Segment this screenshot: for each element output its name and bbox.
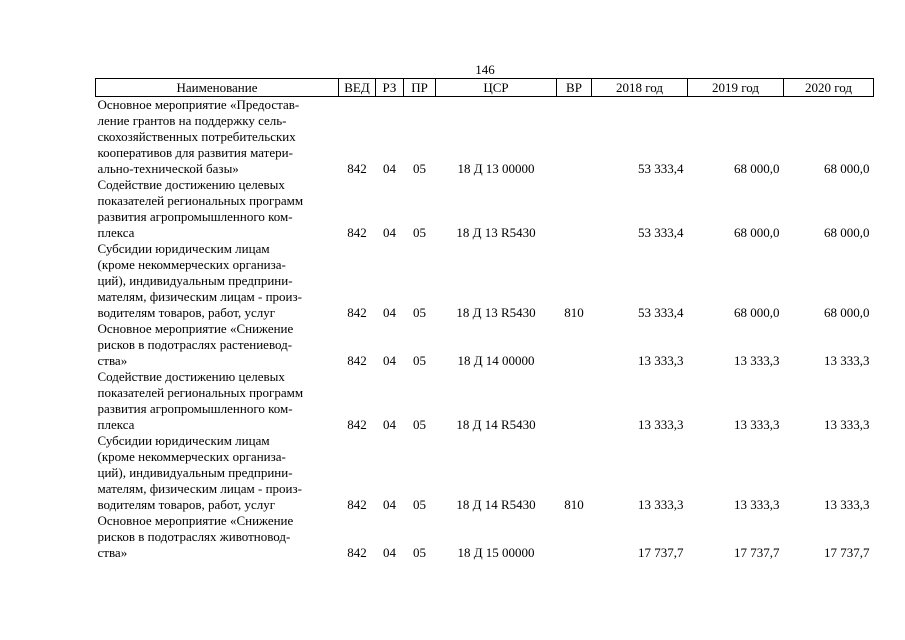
cell-y2019: 13 333,3 [734, 353, 780, 368]
cell-csr: 18 Д 14 R5430 [456, 417, 536, 432]
cell-y2018: 13 333,3 [638, 353, 684, 368]
cell-y2018: 53 333,4 [638, 225, 684, 240]
row-name-line: рисков в подотраслях животновод- [97, 529, 291, 544]
table-body [96, 97, 874, 562]
row-name-line: ства» [97, 545, 128, 560]
cell-pr: 05 [413, 225, 426, 240]
table-row [96, 97, 874, 178]
row-name-line: Содействие достижению целевых [97, 177, 285, 192]
cell-y2019: 68 000,0 [734, 225, 780, 240]
cell-rz: 04 [383, 545, 396, 560]
cell-y2018: 13 333,3 [638, 417, 684, 432]
cell-vr [557, 321, 592, 369]
cell-ved: 842 [347, 353, 367, 368]
col-header-rz: РЗ [376, 79, 404, 97]
cell-pr: 05 [413, 353, 426, 368]
cell-csr: 18 Д 14 R5430 [456, 497, 536, 512]
col-header-csr: ЦСР [436, 79, 557, 97]
row-name [96, 321, 339, 369]
table-row [96, 241, 874, 321]
table-row [96, 321, 874, 369]
cell-y2019: 13 333,3 [734, 417, 780, 432]
cell-rz: 04 [383, 353, 396, 368]
cell-csr: 18 Д 13 R5430 [456, 225, 536, 240]
cell-vr: 810 [564, 305, 584, 320]
cell-pr: 05 [413, 545, 426, 560]
cell-y2018: 13 333,3 [638, 497, 684, 512]
cell-y2020: 13 333,3 [824, 353, 870, 368]
row-name-line: ций), индивидуальным предприни- [97, 273, 293, 288]
table-row [96, 513, 874, 561]
cell-rz: 04 [383, 305, 396, 320]
col-header-2019: 2019 год [688, 79, 784, 97]
header-row [96, 79, 874, 97]
cell-y2018: 53 333,4 [638, 161, 684, 176]
cell-y2018: 53 333,4 [638, 305, 684, 320]
row-name-line: ально-технической базы» [97, 161, 239, 176]
col-header-ved: ВЕД [339, 79, 376, 97]
table-row [96, 369, 874, 433]
table-row [96, 433, 874, 513]
col-header-2018: 2018 год [592, 79, 688, 97]
row-name-line: кооперативов для развития матери- [97, 145, 293, 160]
row-name-line: показателей региональных программ [97, 385, 304, 400]
cell-rz: 04 [383, 225, 396, 240]
cell-vr [557, 513, 592, 561]
row-name-line: Основное мероприятие «Снижение [97, 321, 294, 336]
cell-csr: 18 Д 14 00000 [457, 353, 535, 368]
cell-ved: 842 [347, 497, 367, 512]
row-name [96, 241, 339, 321]
cell-ved: 842 [347, 417, 367, 432]
row-name-line: ства» [97, 353, 128, 368]
cell-csr: 18 Д 13 R5430 [456, 305, 536, 320]
cell-vr: 810 [564, 497, 584, 512]
cell-vr [557, 97, 592, 178]
cell-vr [557, 177, 592, 241]
cell-rz: 04 [383, 161, 396, 176]
row-name-line: водителям товаров, работ, услуг [97, 497, 276, 512]
table-row [96, 177, 874, 241]
col-header-pr: ПР [404, 79, 436, 97]
cell-y2020: 17 737,7 [824, 545, 870, 560]
row-name-line: развития агропромышленного ком- [97, 209, 293, 224]
row-name [96, 369, 339, 433]
row-name [96, 97, 339, 178]
cell-ved: 842 [347, 545, 367, 560]
col-header-name: Наименование [96, 79, 339, 97]
cell-y2019: 17 737,7 [734, 545, 780, 560]
row-name-line: плекса [97, 225, 135, 240]
cell-y2018: 17 737,7 [638, 545, 684, 560]
row-name-line: ление грантов на поддержку сель- [97, 113, 287, 128]
row-name [96, 433, 339, 513]
row-name-line: мателям, физическим лицам - произ- [97, 481, 302, 496]
cell-ved: 842 [347, 161, 367, 176]
row-name-line: Содействие достижению целевых [97, 369, 285, 384]
page-number: 146 [475, 62, 495, 77]
cell-ved: 842 [347, 225, 367, 240]
row-name-line: скохозяйственных потребительских [97, 129, 296, 144]
row-name-line: Субсидии юридическим лицам [97, 241, 270, 256]
cell-pr: 05 [413, 305, 426, 320]
row-name-line: Субсидии юридическим лицам [97, 433, 270, 448]
row-name-line: рисков в подотраслях растениевод- [97, 337, 293, 352]
cell-vr [557, 369, 592, 433]
cell-y2019: 68 000,0 [734, 161, 780, 176]
row-name [96, 177, 339, 241]
cell-y2020: 68 000,0 [824, 225, 870, 240]
cell-y2020: 13 333,3 [824, 417, 870, 432]
row-name-line: мателям, физическим лицам - произ- [97, 289, 302, 304]
row-name-line: развития агропромышленного ком- [97, 401, 293, 416]
row-name-line: плекса [97, 417, 135, 432]
cell-y2019: 13 333,3 [734, 497, 780, 512]
budget-table [95, 78, 874, 561]
row-name-line: Основное мероприятие «Снижение [97, 513, 294, 528]
row-name-line: (кроме некоммерческих организа- [97, 449, 286, 464]
col-header-2020: 2020 год [784, 79, 874, 97]
cell-y2020: 13 333,3 [824, 497, 870, 512]
cell-pr: 05 [413, 497, 426, 512]
cell-ved: 842 [347, 305, 367, 320]
col-header-vr: ВР [557, 79, 592, 97]
row-name-line: водителям товаров, работ, услуг [97, 305, 276, 320]
cell-y2019: 68 000,0 [734, 305, 780, 320]
row-name [96, 513, 339, 561]
cell-pr: 05 [413, 161, 426, 176]
cell-y2020: 68 000,0 [824, 305, 870, 320]
cell-csr: 18 Д 15 00000 [457, 545, 535, 560]
cell-pr: 05 [413, 417, 426, 432]
cell-rz: 04 [383, 497, 396, 512]
row-name-line: Основное мероприятие «Предостав- [97, 97, 300, 112]
cell-rz: 04 [383, 417, 396, 432]
cell-csr: 18 Д 13 00000 [457, 161, 535, 176]
row-name-line: ций), индивидуальным предприни- [97, 465, 293, 480]
row-name-line: показателей региональных программ [97, 193, 304, 208]
cell-y2020: 68 000,0 [824, 161, 870, 176]
row-name-line: (кроме некоммерческих организа- [97, 257, 286, 272]
